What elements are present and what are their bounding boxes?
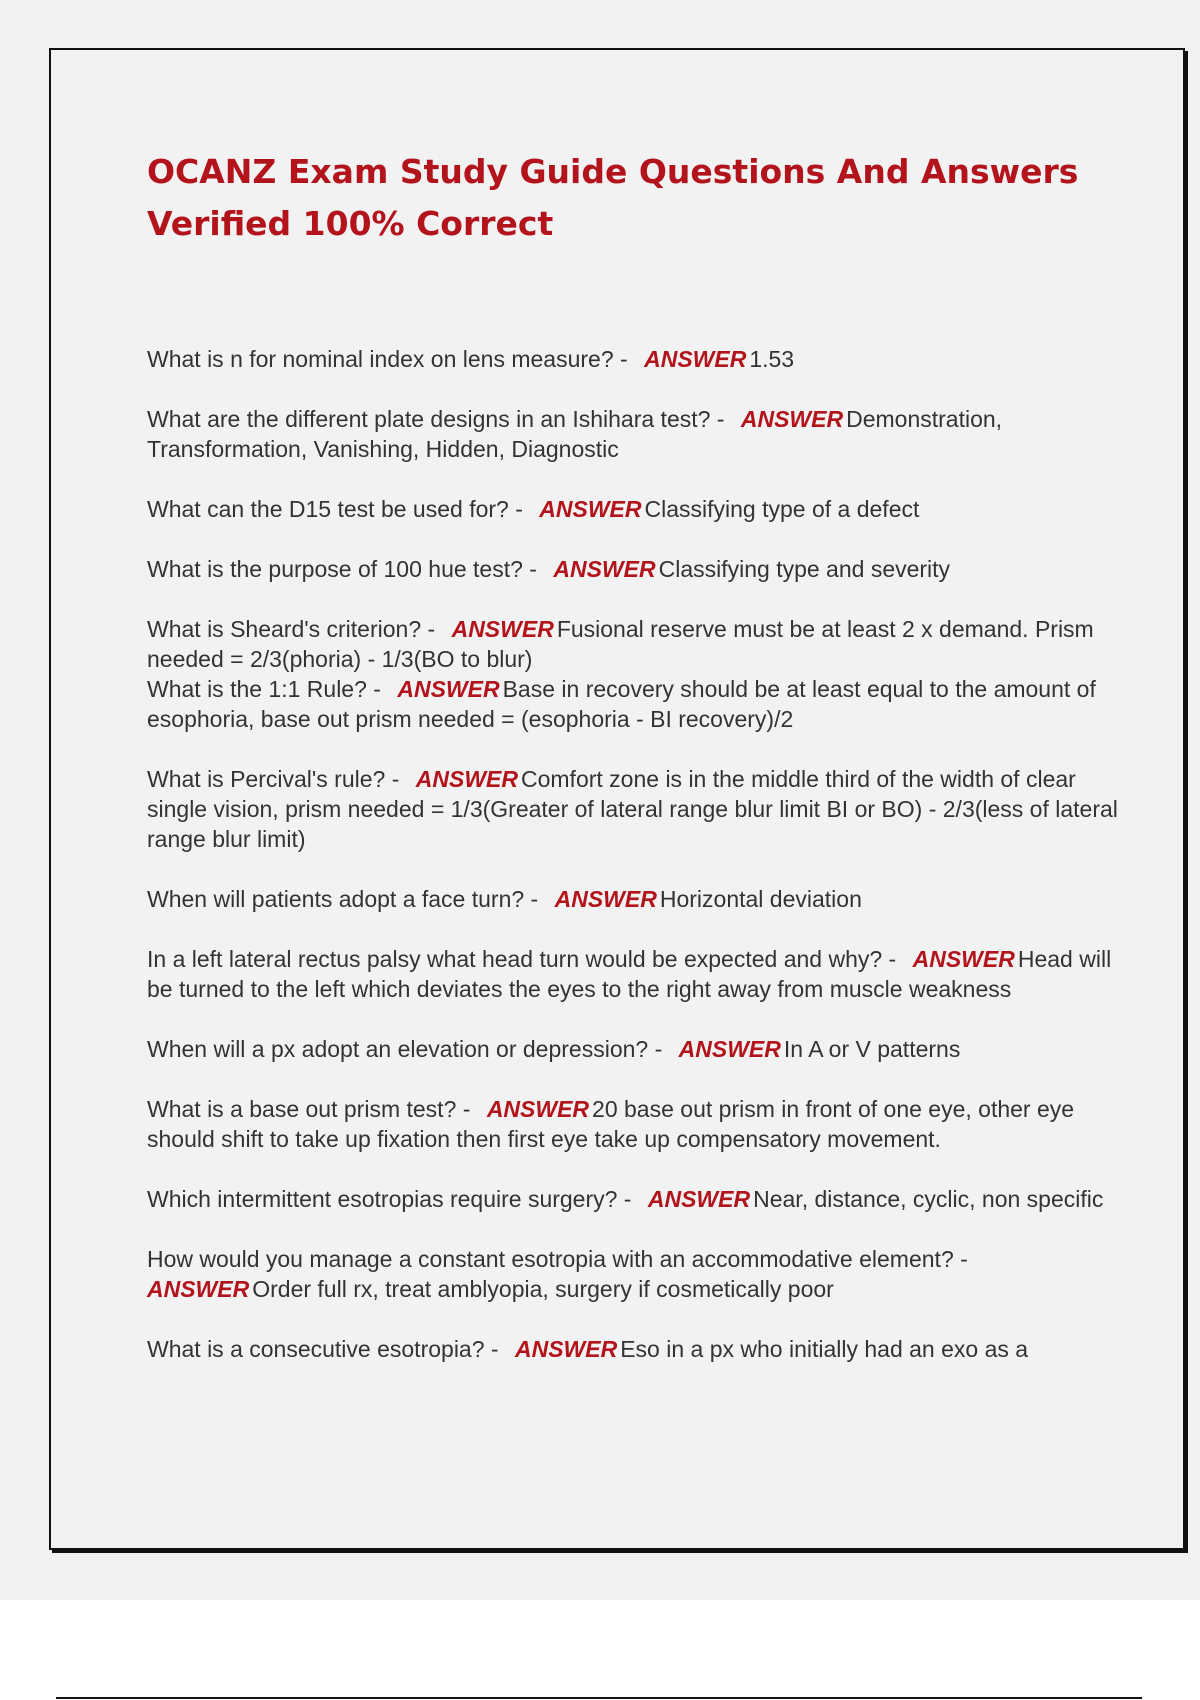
separator: -	[456, 1096, 477, 1122]
answer-text: Comfort zone is in the middle third of the width of clear single vision, prism needed = 1/3(Greater of lateral range blur limit BI or BO) - 2/3(less of lateral range blur limit)	[147, 766, 1118, 852]
footer-divider	[56, 1697, 1142, 1699]
answer-text: Classifying type of a defect	[644, 496, 920, 522]
separator: -	[385, 766, 406, 792]
answer-text: Base in recovery should be at least equal to the amount of esophoria, base out prism needed = (esophoria - BI recovery)/2	[147, 676, 1096, 732]
separator: -	[617, 1186, 638, 1212]
answer-text: Horizontal deviation	[659, 886, 862, 912]
qa-item	[147, 944, 1137, 1004]
separator: -	[953, 1246, 968, 1272]
answer-text: Eso in a px who initially had an exo as a	[620, 1336, 1029, 1362]
qa-item	[147, 614, 1137, 674]
question-text: What are the different plate designs in an Ishihara test?	[147, 406, 711, 432]
separator: -	[421, 616, 442, 642]
separator: -	[522, 556, 544, 582]
separator: -	[366, 676, 388, 702]
qa-item	[147, 1184, 1137, 1214]
separator: -	[613, 346, 635, 372]
answer-label: ANSWER	[554, 886, 657, 912]
question-text: What is a consecutive esotropia?	[147, 1336, 485, 1362]
qa-item	[147, 884, 1137, 914]
qa-list	[147, 344, 1137, 1364]
document-page	[49, 48, 1185, 1550]
answer-label: ANSWER	[147, 1276, 250, 1302]
answer-text: 20 base out prism in front of one eye, other eye should shift to take up fixation then first eye take up compensatory movement.	[147, 1096, 1075, 1152]
answer-text: Fusional reserve must be at least 2 x demand. Prism needed = 2/3(phoria) - 1/3(BO to blur)	[147, 616, 1094, 672]
question-text: What can the D15 test be used for?	[147, 496, 509, 522]
separator: -	[710, 406, 731, 432]
question-text: What is Sheard's criterion?	[147, 616, 422, 642]
answer-label: ANSWER	[740, 406, 844, 432]
answer-label: ANSWER	[644, 346, 747, 372]
answer-text: Order full rx, treat amblyopia, surgery if cosmetically poor	[252, 1276, 834, 1302]
question-text: When will patients adopt a face turn?	[147, 886, 525, 912]
answer-text: Near, distance, cyclic, non specific	[753, 1186, 1104, 1212]
answer-label: ANSWER	[514, 1336, 618, 1362]
answer-text: 1.53	[749, 346, 795, 372]
answer-label: ANSWER	[415, 766, 518, 792]
answer-label: ANSWER	[539, 496, 642, 522]
question-text: What is a base out prism test?	[147, 1096, 457, 1122]
question-text: What is Percival's rule?	[147, 766, 386, 792]
answer-text: Classifying type and severity	[658, 556, 951, 582]
question-text: In a left lateral rectus palsy what head turn would be expected and why?	[147, 946, 883, 972]
qa-item	[147, 674, 1137, 734]
document-title: OCANZ Exam Study Guide Questions And Answers Verified 100% Correct	[147, 152, 1079, 243]
answer-label: ANSWER	[486, 1096, 590, 1122]
qa-item	[147, 494, 1137, 524]
question-text: How would you manage a constant esotropia with an accommodative element?	[147, 1246, 954, 1272]
qa-item	[147, 764, 1137, 854]
qa-item	[147, 554, 1137, 584]
answer-label: ANSWER	[912, 946, 1015, 972]
separator: -	[508, 496, 530, 522]
qa-item	[147, 1094, 1137, 1154]
answer-label: ANSWER	[451, 616, 554, 642]
question-text: What is the purpose of 100 hue test?	[147, 556, 523, 582]
qa-item	[147, 1034, 1137, 1064]
answer-text: Demonstration, Transformation, Vanishing, Hidden, Diagnostic	[147, 406, 1003, 462]
separator: -	[524, 886, 545, 912]
answer-label: ANSWER	[678, 1036, 781, 1062]
question-text: Which intermittent esotropias require surgery?	[147, 1186, 618, 1212]
qa-item	[147, 1334, 1137, 1364]
answer-label: ANSWER	[397, 676, 500, 702]
qa-item	[147, 344, 1137, 374]
answer-text: Head will be turned to the left which deviates the eyes to the right away from muscle weakness	[147, 946, 1112, 1002]
answer-label: ANSWER	[647, 1186, 751, 1212]
question-text: What is the 1:1 Rule?	[147, 676, 367, 702]
separator: -	[648, 1036, 669, 1062]
qa-item	[147, 1244, 1137, 1304]
answer-label: ANSWER	[553, 556, 656, 582]
question-text: When will a px adopt an elevation or depression?	[147, 1036, 649, 1062]
answer-text: In A or V patterns	[783, 1036, 961, 1062]
separator: -	[484, 1336, 505, 1362]
question-text: What is n for nominal index on lens measure?	[147, 346, 614, 372]
separator: -	[882, 946, 903, 972]
qa-item	[147, 404, 1137, 464]
